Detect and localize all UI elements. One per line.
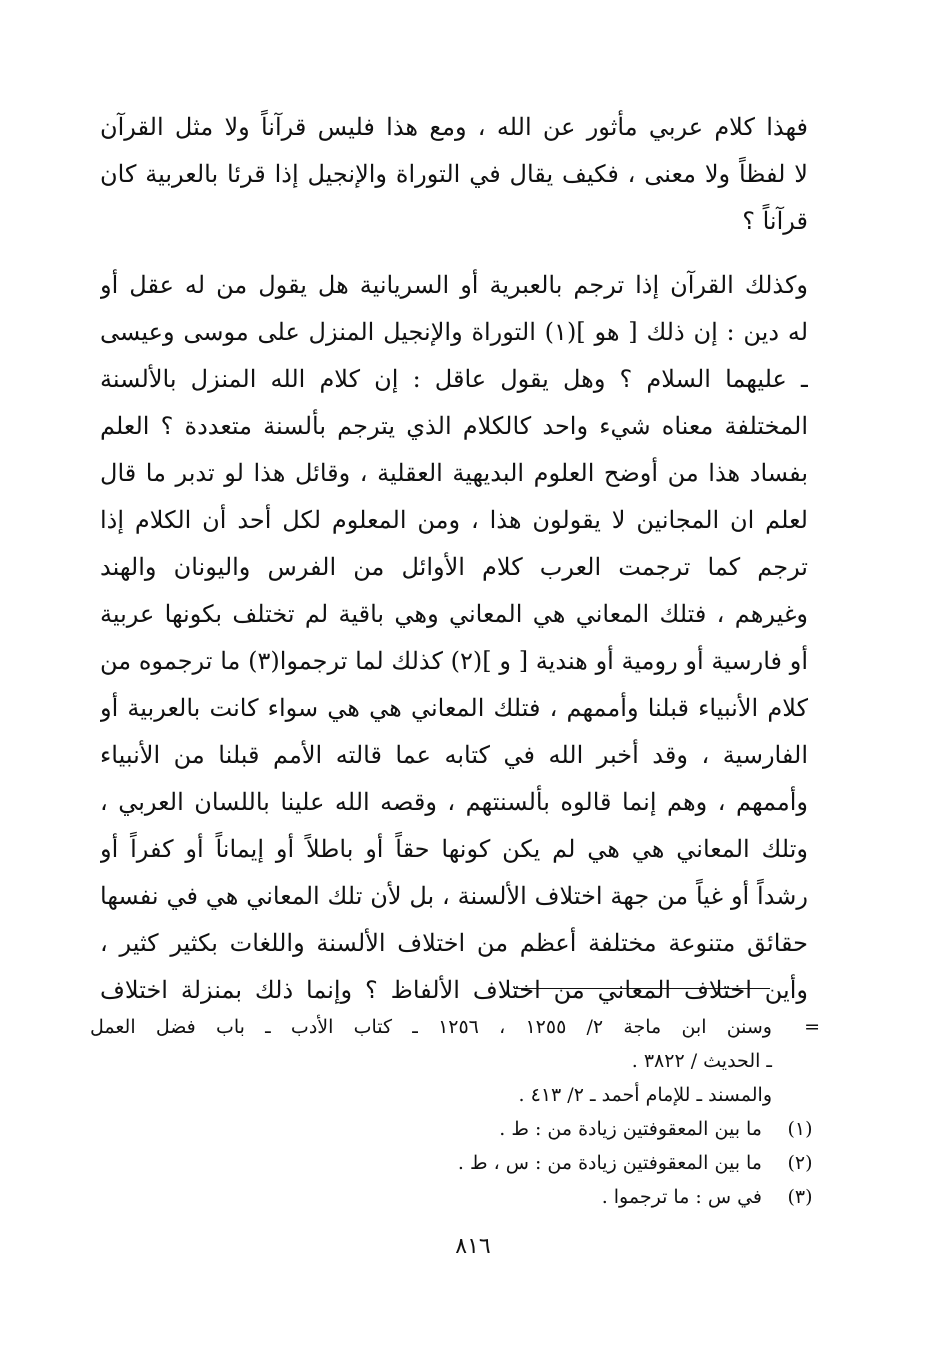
text-line: لعلم ان المجانين لا يقولون هذا ، ومن المعلوم لكل أحد أن الكلام إذا	[100, 506, 808, 534]
text-line: كلام الأنبياء قبلنا وأممهم ، فتلك المعاني هي هي سواء كانت بالعربية أو	[100, 694, 808, 722]
page-number: ٨١٦	[455, 1234, 491, 1259]
footnote-3	[90, 1180, 820, 1214]
text-line: قرآناً ؟	[742, 207, 808, 235]
text-line: وغيرهم ، فتلك المعاني هي المعاني وهي باقية لم تختلف بكونها عربية	[100, 600, 808, 628]
footnote-text: وسنن ابن ماجة ٢/ ١٢٥٥ ، ١٢٥٦ ـ كتاب الأدب ـ باب فضل العمل	[90, 1016, 772, 1038]
text-line: ترجم كما ترجمت العرب كلام الأوائل من الفرس واليونان والهند	[100, 553, 808, 581]
footnote-continuation	[90, 1078, 820, 1112]
footnote-2	[90, 1146, 820, 1180]
text-line: رشداً أو غياً من جهة اختلاف الألسنة ، بل لأن تلك المعاني هي في نفسها	[100, 882, 808, 910]
paragraph-1	[100, 104, 808, 245]
text-line: له دين : إن ذلك [ هو ](١) التوراة والإنجيل المنزل على موسى وعيسى	[100, 318, 808, 346]
text-line: ـ عليهما السلام ؟ وهل يقول عاقل : إن كلام الله المنزل بالألسنة	[100, 365, 808, 393]
footnote-number: (٢)	[787, 1152, 813, 1174]
footnote-continuation	[90, 1044, 820, 1078]
text-line: حقائق متنوعة مختلفة أعظم من اختلاف الألسنة واللغات بكثير كثير ،	[100, 929, 808, 957]
footnotes	[90, 1010, 820, 1214]
footnote-1	[90, 1112, 820, 1146]
footnote-text: ما بين المعقوفتين زيادة من : س ، ط .	[457, 1152, 762, 1174]
text-line: المختلفة معناه شيء واحد كالكلام الذي يترجم بألسنة متعددة ؟ العلم	[100, 412, 808, 440]
footnote-text: والمسند ـ للإمام أحمد ـ ٢/ ٤١٣ .	[518, 1084, 772, 1106]
continuation-marker: =	[804, 1016, 820, 1038]
text-line: وتلك المعاني هي هي لم يكن كونها حقاً أو باطلاً أو إيماناً أو كفراً أو	[100, 835, 808, 863]
footnote-text: في س : ما ترجموا .	[601, 1186, 762, 1208]
footnote-text: ـ الحديث / ٣٨٢٢ .	[631, 1050, 772, 1072]
footnote-continuation	[90, 1010, 820, 1044]
text-line: وأين اختلاف المعاني من اختلاف الألفاظ ؟ وإنما ذلك بمنزلة اختلاف	[100, 976, 808, 1004]
text-line: وكذلك القرآن إذا ترجم بالعبرية أو السريانية هل يقول من له عقل أو	[100, 271, 808, 299]
footnote-number: (٣)	[787, 1186, 813, 1208]
text-line: لا لفظاً ولا معنى ، فكيف يقال في التوراة والإنجيل إذا قرئا بالعربية كان	[100, 160, 808, 188]
text-line: الفارسية ، وقد أخبر الله في كتابه عما قالته الأمم قبلنا من الأنبياء	[100, 741, 808, 769]
footnote-text: ما بين المعقوفتين زيادة من : ط .	[499, 1118, 762, 1140]
text-line: أو فارسية أو رومية أو هندية [ و ](٢) كذلك لما ترجموا(٣) ما ترجموه من	[100, 647, 808, 675]
text-line: وأممهم ، وهم إنما قالوه بألسنتهم ، وقصه الله علينا باللسان العربي ،	[100, 788, 808, 816]
text-line: بفساد هذا من أوضح العلوم البديهية العقلية ، وقائل هذا لو تدبر ما قال	[100, 459, 808, 487]
paragraph-2	[100, 262, 808, 1014]
footnote-number: (١)	[787, 1118, 813, 1140]
footnote-separator	[514, 988, 770, 989]
text-line: فهذا كلام عربي مأثور عن الله ، ومع هذا فليس قرآناً ولا مثل القرآن	[100, 113, 808, 141]
